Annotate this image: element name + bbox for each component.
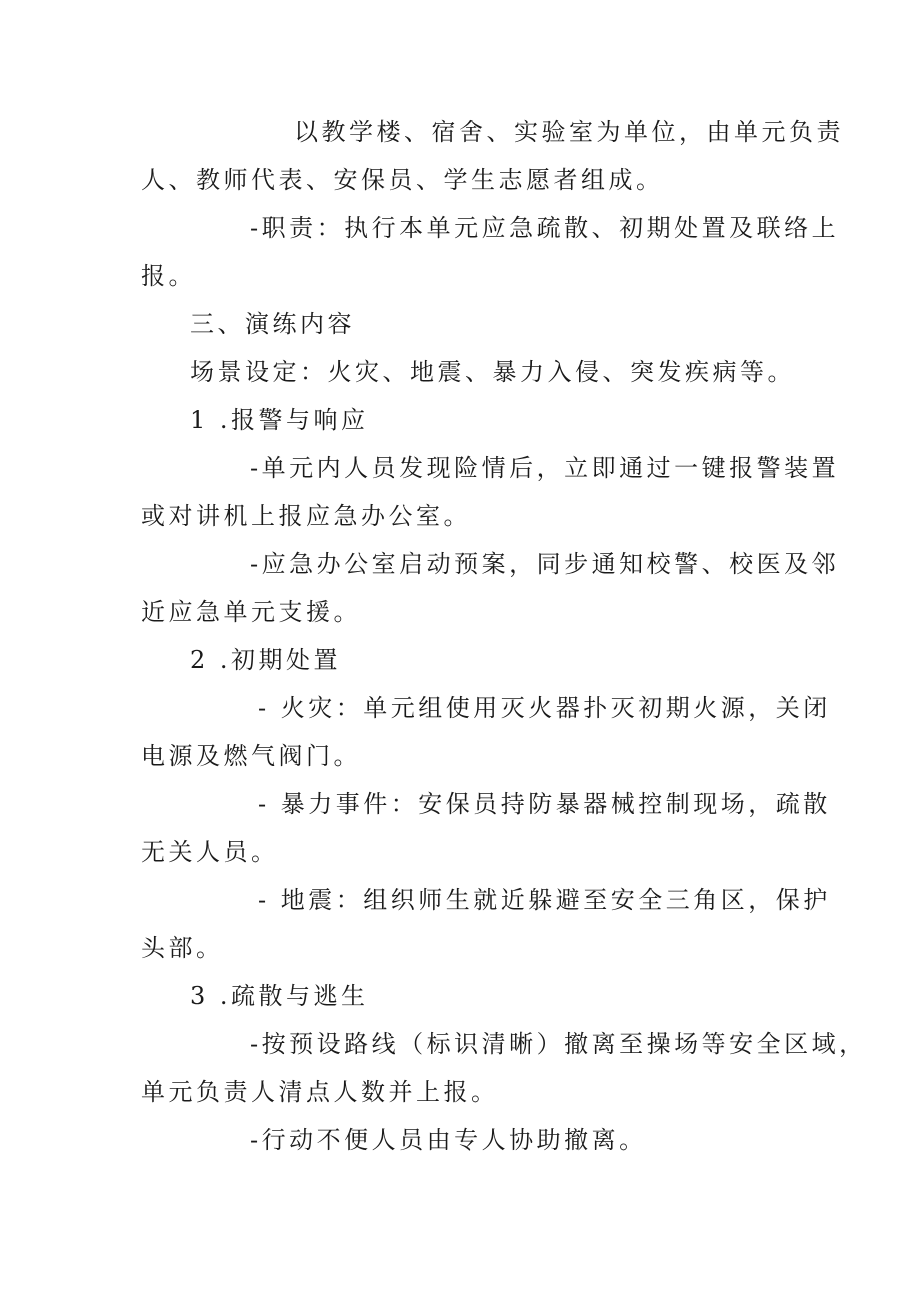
subheading-initial-handling: 2 .初期处置	[190, 646, 342, 674]
paragraph-plan-activation-cont: 近应急单元支援。	[141, 598, 361, 626]
paragraph-assisted-evacuation: -行动不便人员由专人协助撤离。	[250, 1126, 647, 1154]
paragraph-unit-composition: 以教学楼、宿舍、实验室为单位，由单元负责	[294, 118, 844, 146]
paragraph-unit-composition-cont: 人、教师代表、安保员、学生志愿者组成。	[141, 166, 664, 194]
paragraph-alarm-report: -单元内人员发现险情后，立即通过一键报警装置	[250, 454, 840, 482]
paragraph-duties: -职责：执行本单元应急疏散、初期处置及联络上	[250, 214, 840, 242]
paragraph-scenarios: 场景设定：火灾、地震、暴力入侵、突发疾病等。	[190, 358, 795, 386]
paragraph-evacuation-route-cont: 单元负责人清点人数并上报。	[141, 1078, 499, 1106]
paragraph-duties-cont: 报。	[141, 262, 196, 290]
paragraph-plan-activation: -应急办公室启动预案，同步通知校警、校医及邻	[250, 550, 840, 578]
subheading-alarm-response: 1 .报警与响应	[190, 406, 369, 434]
paragraph-alarm-report-cont: 或对讲机上报应急办公室。	[141, 502, 471, 530]
section-heading-drill-content: 三、演练内容	[190, 310, 355, 338]
paragraph-fire-cont: 电源及燃气阀门。	[141, 742, 361, 770]
paragraph-earthquake: - 地震：组织师生就近躲避至安全三角区，保护	[258, 886, 831, 914]
paragraph-earthquake-cont: 头部。	[141, 934, 224, 962]
paragraph-violence: - 暴力事件：安保员持防暴器械控制现场，疏散	[258, 790, 831, 818]
paragraph-violence-cont: 无关人员。	[141, 838, 279, 866]
paragraph-fire: - 火灾：单元组使用灭火器扑灭初期火源，关闭	[258, 694, 831, 722]
subheading-evacuation: 3 .疏散与逃生	[190, 982, 369, 1010]
paragraph-evacuation-route: -按预设路线（标识清晰）撤离至操场等安全区域，	[250, 1030, 867, 1058]
